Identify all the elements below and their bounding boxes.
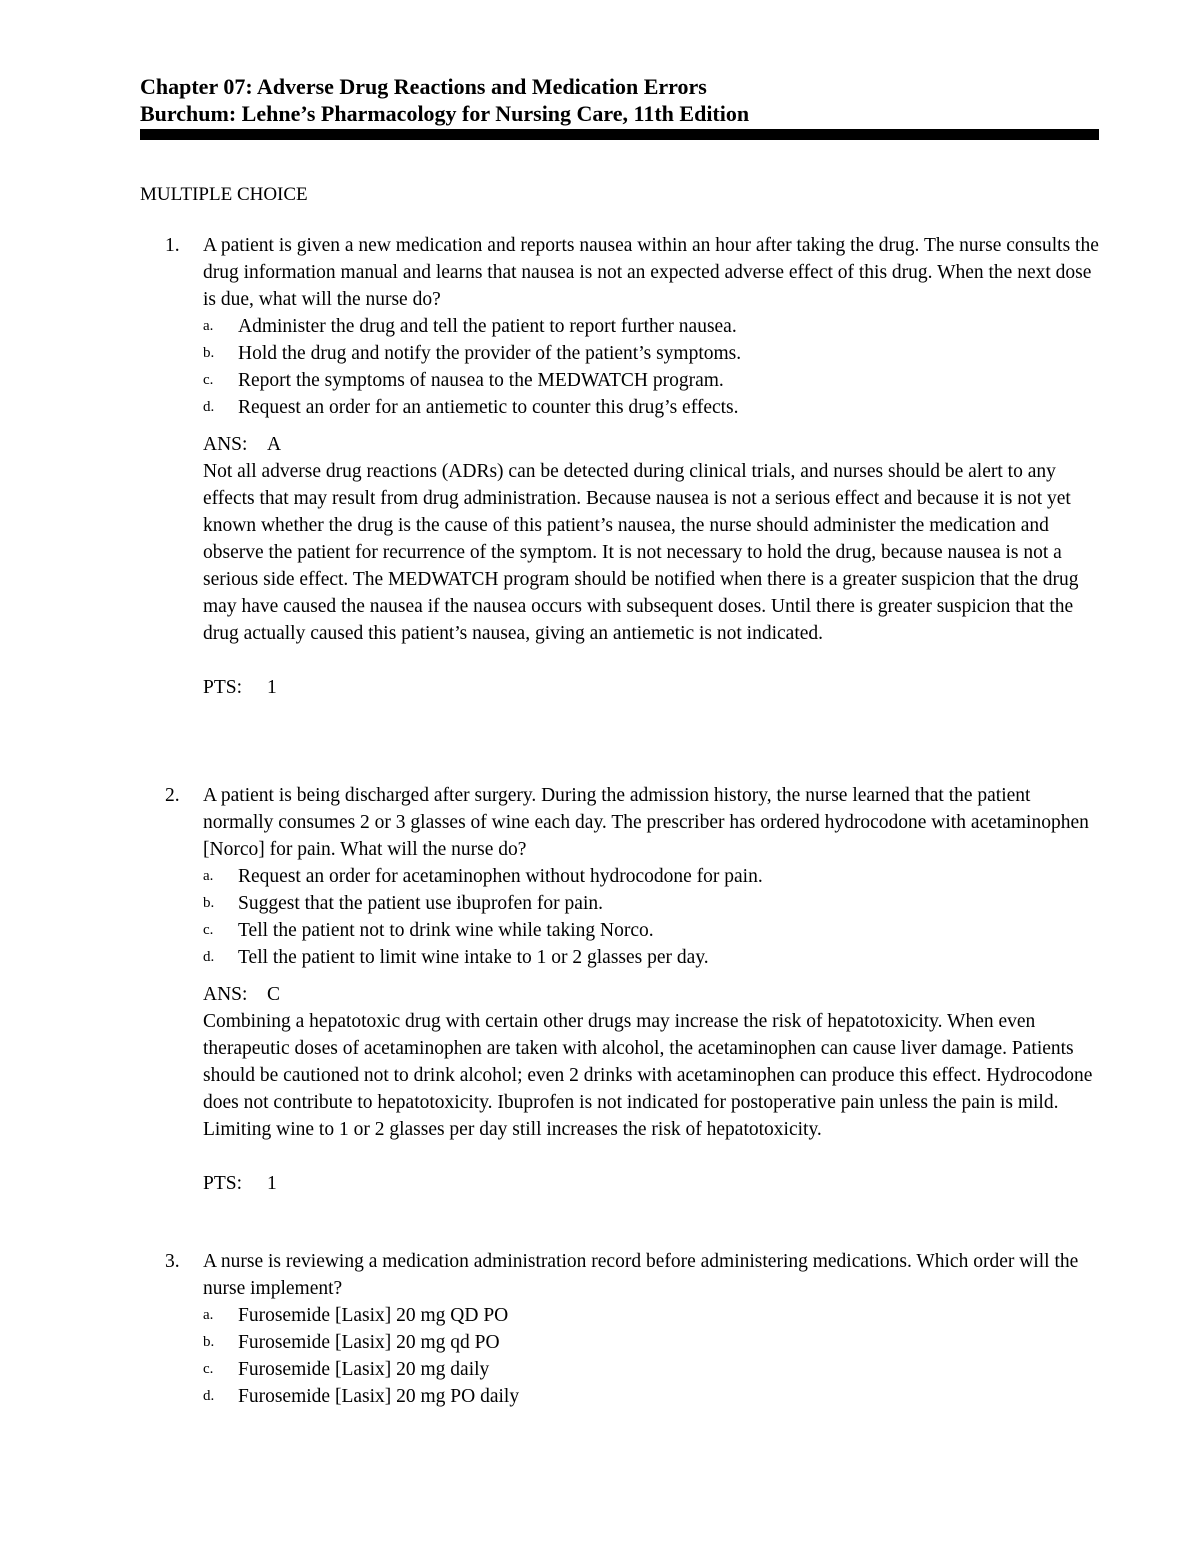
answer-choice-d [203,944,1100,971]
choice-letter: c. [203,922,214,938]
chapter-title: Chapter 07: Adverse Drug Reactions and Medication Errors [140,74,707,99]
question-number: 2. [165,785,180,806]
choice-letter: a. [203,318,214,334]
question-stem: A patient is being discharged after surgery. During the admission history, the nurse learned that the patient normally consumes 2 or 3 glasses of wine each day. The prescriber has ordered hydrocodone with acetaminophen [Norco] for pain. What will the nurse do? [203,785,1089,860]
choice-text: Administer the drug and tell the patient to report further nausea. [238,316,737,337]
answer-choice-b [203,340,1100,367]
choice-letter: a. [203,1307,214,1323]
answer-key [203,431,1100,458]
points-label: PTS: [203,677,243,698]
choice-text: Tell the patient not to drink wine while taking Norco. [238,920,654,941]
choice-text: Furosemide [Lasix] 20 mg PO daily [238,1386,520,1407]
question-stem-row [140,782,1100,863]
points-value: 1 [267,677,277,698]
question-stem-row [140,232,1100,313]
question-number: 1. [165,235,180,256]
section-title: MULTIPLE CHOICE [140,184,308,205]
choice-letter: c. [203,1361,214,1377]
choice-letter: d. [203,1388,215,1404]
choice-text: Hold the drug and notify the provider of the patient’s symptoms. [238,343,742,364]
answer-choices [140,1302,1100,1410]
choice-letter: c. [203,372,214,388]
question-stem: A nurse is reviewing a medication administration record before administering medications. Which order will the nurse implement? [203,1251,1079,1299]
question-3 [140,1248,1100,1410]
answer-choice-b [203,890,1100,917]
choice-text: Report the symptoms of nausea to the MEDWATCH program. [238,370,724,391]
answer-choice-a [203,1302,1100,1329]
answer-choice-d [203,1383,1100,1410]
answer-rationale: Not all adverse drug reactions (ADRs) can be detected during clinical trials, and nurses should be alert to any effects that may result from drug administration. Because nausea is not a serious effect and because it is not yet known whether the drug is the cause of this patient’s nausea, the nurse should administer the medication and observe the patient for recurrence of the symptom. It is not necessary to hold the drug, because nausea is not a serious side effect. The MEDWATCH program should be notified when there is a greater suspicion that the drug may have caused the nausea if the nausea occurs with subsequent doses. Until there is greater suspicion that the drug actually caused this patient’s nausea, giving an antiemetic is not indicated. [203,461,1079,644]
question-number: 3. [165,1251,180,1272]
answer-value: C [267,984,281,1005]
points-value: 1 [267,1173,277,1194]
question-stem: A patient is given a new medication and reports nausea within an hour after taking the drug. The nurse consults the drug information manual and learns that nausea is not an expected adverse effect of this drug. When the next dose is due, what will the nurse do? [203,235,1099,310]
choice-letter: b. [203,895,215,911]
answer-choice-c [203,1356,1100,1383]
choice-letter: b. [203,1334,215,1350]
choice-text: Furosemide [Lasix] 20 mg qd PO [238,1332,500,1353]
answer-choice-c [203,917,1100,944]
question-1 [140,232,1100,701]
question-stem-row [140,1248,1100,1302]
points [203,674,1100,701]
answer-choice-d [203,394,1100,421]
answer-label: ANS: [203,984,248,1005]
answer-choice-a [203,863,1100,890]
choice-letter: d. [203,949,215,965]
answer-choices [140,863,1100,971]
choice-text: Tell the patient to limit wine intake to 1 or 2 glasses per day. [238,947,709,968]
points-label: PTS: [203,1173,243,1194]
choice-text: Request an order for acetaminophen without hydrocodone for pain. [238,866,763,887]
answer-key [203,981,1100,1008]
answer-label: ANS: [203,434,248,455]
points [203,1170,1100,1197]
answer-choice-b [203,1329,1100,1356]
choice-letter: a. [203,868,214,884]
choice-letter: b. [203,345,215,361]
choice-text: Furosemide [Lasix] 20 mg QD PO [238,1305,509,1326]
document-header [140,73,1100,127]
choice-text: Request an order for an antiemetic to counter this drug’s effects. [238,397,739,418]
answer-choice-c [203,367,1100,394]
answer-value: A [267,434,282,455]
choice-text: Furosemide [Lasix] 20 mg daily [238,1359,490,1380]
choice-text: Suggest that the patient use ibuprofen for pain. [238,893,603,914]
answer-choices [140,313,1100,421]
answer-rationale: Combining a hepatotoxic drug with certain other drugs may increase the risk of hepatotoxicity. When even therapeutic doses of acetaminophen are taken with alcohol, the acetaminophen can cause liver damage. Patients should be cautioned not to drink alcohol; even 2 drinks with acetaminophen can produce this effect. Hydrocodone does not contribute to hepatotoxicity. Ibuprofen is not indicated for postoperative pain unless the pain is mild. Limiting wine to 1 or 2 glasses per day still increases the risk of hepatotoxicity. [203,1011,1093,1140]
header-rule [140,129,1099,140]
question-2 [140,782,1100,1197]
answer-choice-a [203,313,1100,340]
choice-letter: d. [203,399,215,415]
book-title: Burchum: Lehne’s Pharmacology for Nursing Care, 11th Edition [140,101,750,126]
